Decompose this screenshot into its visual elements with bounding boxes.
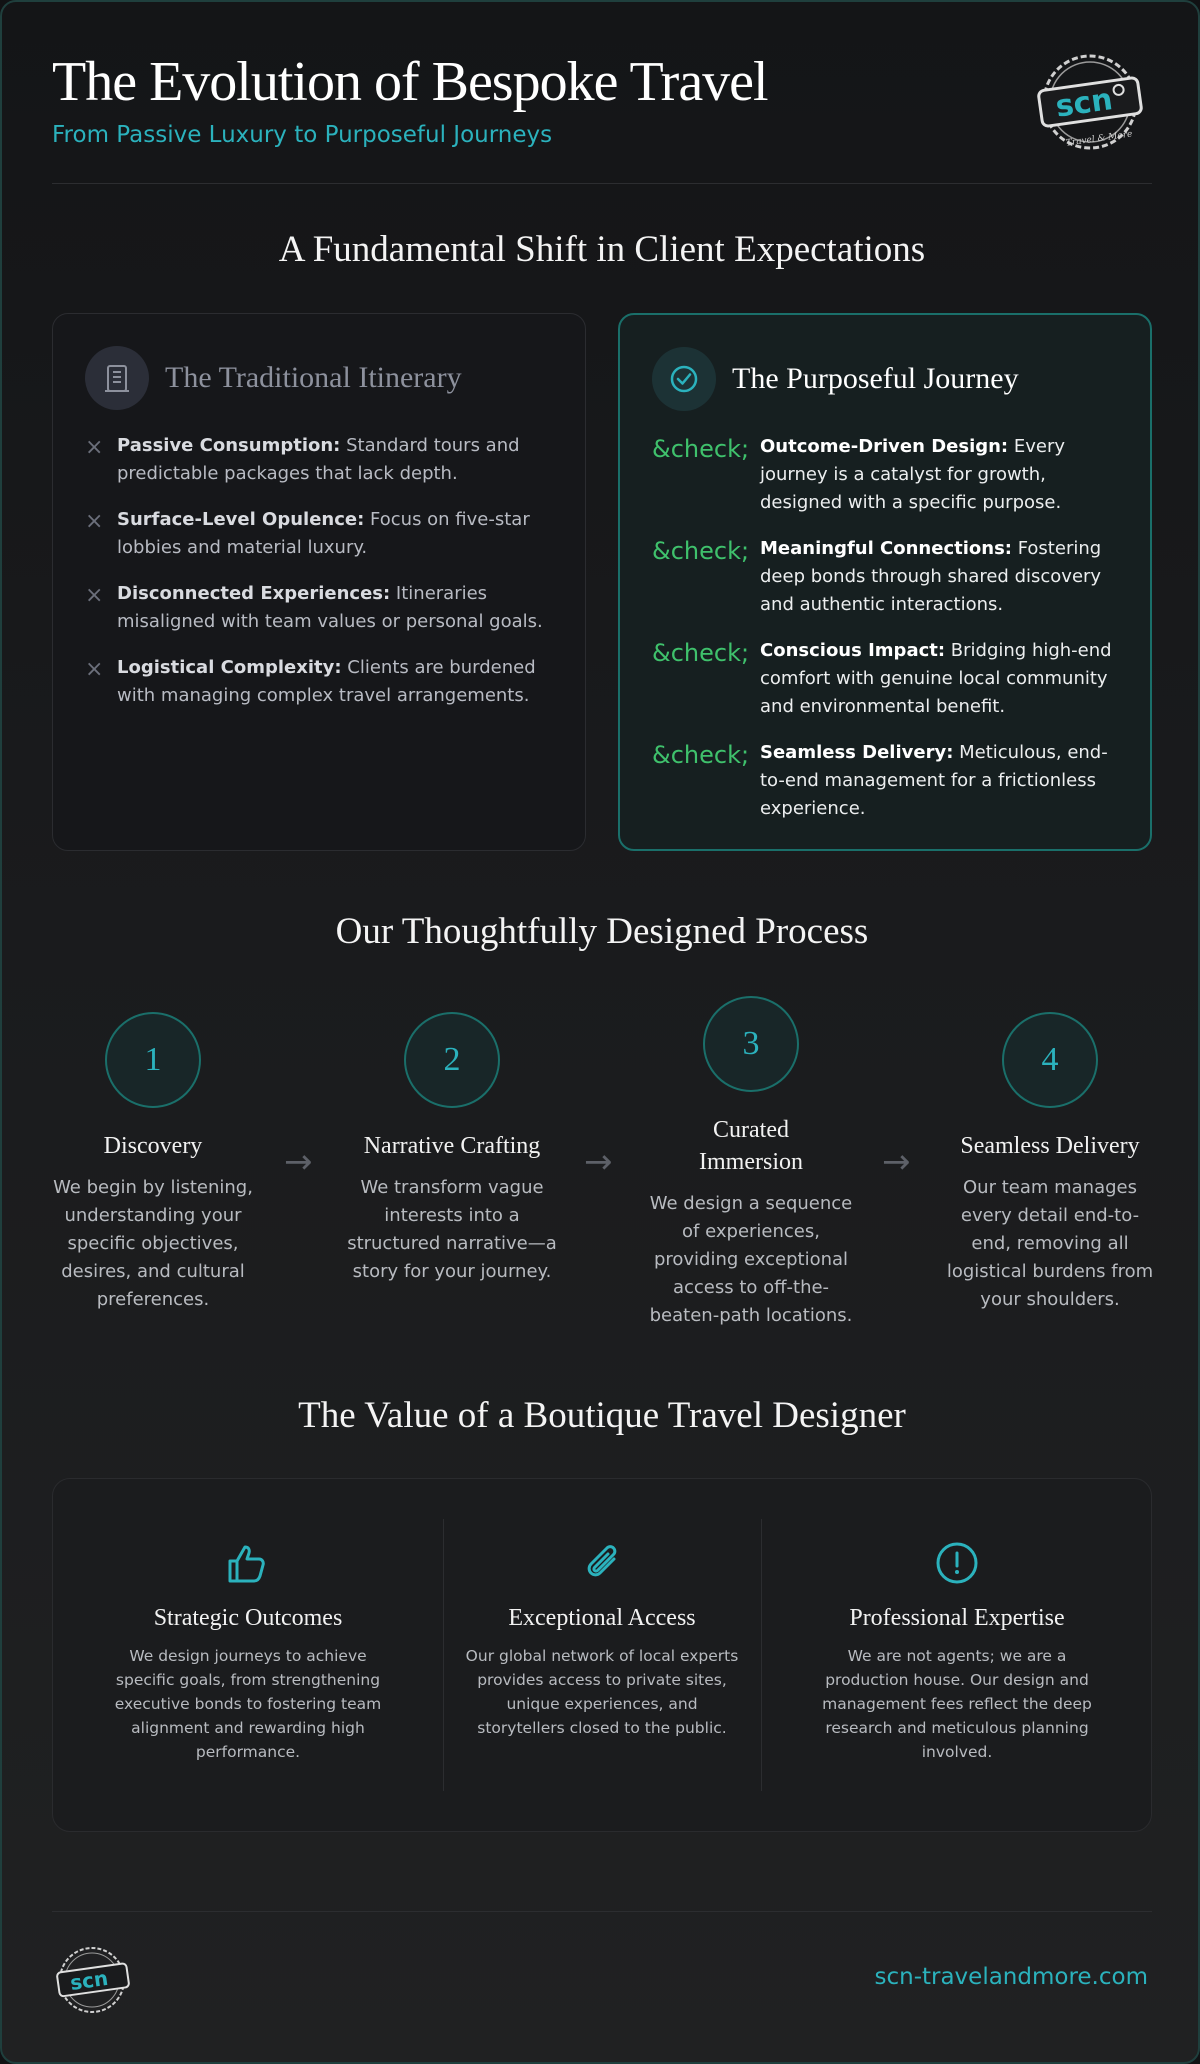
- step-number: 1: [105, 1012, 201, 1108]
- step-title: Seamless Delivery: [960, 1133, 1140, 1159]
- value-box: [52, 1478, 1152, 1832]
- check-mark-icon: &check;: [652, 537, 750, 565]
- shift-heading: A Fundamental Shift in Client Expectations: [278, 229, 926, 270]
- step-desc: We begin by listening, understanding your specific objectives, desires, and cultural preferences.: [53, 1177, 253, 1310]
- purposeful-title: The Purposeful Journey: [732, 362, 1019, 395]
- check-mark-icon: &check;: [652, 741, 750, 769]
- building-icon: [85, 346, 149, 410]
- scn-logo: [1032, 50, 1152, 160]
- check-mark-icon: &check;: [652, 639, 750, 667]
- arrow-right-icon: →: [882, 1142, 911, 1182]
- arrow-right-icon: →: [284, 1142, 313, 1182]
- process-step-2: [347, 1012, 557, 1286]
- step-number: 3: [703, 996, 799, 1092]
- step-desc: We transform vague interests into a structured narrative—a story for your journey.: [347, 1177, 557, 1282]
- x-mark-icon: ×: [85, 657, 104, 682]
- value-desc: We are not agents; we are a production house. Our design and management fees reflect the deep research and meticulous planning involved.: [822, 1647, 1092, 1761]
- scn-logo-small: [52, 1944, 136, 2020]
- process-step-4: [945, 1012, 1155, 1314]
- list-item: × Logistical Complexity: Clients are burdened with managing complex travel arrangements.: [85, 654, 553, 710]
- process-heading: Our Thoughtfully Designed Process: [335, 911, 869, 952]
- thumbs-up-icon: [224, 1539, 272, 1587]
- check-mark-icon: &check;: [652, 435, 750, 463]
- footer-divider: [52, 1911, 1152, 1912]
- value-column: [443, 1479, 761, 1833]
- value-desc: Our global network of local experts provides access to private sites, unique experiences, and storytellers closed to the public.: [465, 1647, 739, 1737]
- step-desc: We design a sequence of experiences, providing exceptional access to off-the-beaten-path locations.: [649, 1193, 853, 1326]
- step-title: Discovery: [103, 1133, 203, 1159]
- arrow-right-icon: →: [584, 1142, 613, 1182]
- paperclip-icon: [578, 1539, 626, 1587]
- svg-text:scn: scn: [68, 1965, 110, 1995]
- svg-text:scn: scn: [1053, 82, 1115, 125]
- header-divider: [52, 183, 1152, 184]
- list-item: &check; Meaningful Connections: Fostering deep bonds through shared discovery and authentic interactions.: [652, 535, 1118, 619]
- check-circle-icon: [652, 347, 716, 411]
- value-title: Professional Expertise: [849, 1605, 1065, 1631]
- exclamation-circle-icon: [933, 1539, 981, 1587]
- page-title: The Evolution of Bespoke Travel: [52, 51, 768, 113]
- list-item: × Disconnected Experiences: Itineraries misaligned with team values or personal goals.: [85, 580, 553, 636]
- process-step-3: [646, 996, 856, 1330]
- header: [52, 42, 1152, 182]
- process-step-1: [48, 1012, 258, 1314]
- list-item: &check; Conscious Impact: Bridging high-end comfort with genuine local community and environmental benefit.: [652, 637, 1118, 721]
- list-item: &check; Outcome-Driven Design: Every journey is a catalyst for growth, designed with a specific purpose.: [652, 433, 1118, 517]
- x-mark-icon: ×: [85, 583, 104, 608]
- step-desc: Our team manages every detail end-to-end, removing all logistical burdens from your shoulders.: [946, 1177, 1154, 1310]
- traditional-card: [52, 313, 586, 851]
- x-mark-icon: ×: [85, 435, 104, 460]
- step-number: 2: [404, 1012, 500, 1108]
- svg-text:Travel & More: Travel & More: [1065, 129, 1134, 149]
- step-title: Curated Immersion: [699, 1117, 803, 1175]
- website-link[interactable]: scn-travelandmore.com: [874, 1964, 1148, 1990]
- value-heading: The Value of a Boutique Travel Designer: [298, 1395, 906, 1436]
- value-title: Strategic Outcomes: [153, 1605, 343, 1631]
- list-item: × Surface-Level Opulence: Focus on five-star lobbies and material luxury.: [85, 506, 553, 562]
- value-title: Exceptional Access: [508, 1605, 696, 1631]
- x-mark-icon: ×: [85, 509, 104, 534]
- list-item: &check; Seamless Delivery: Meticulous, end-to-end management for a frictionless experience.: [652, 739, 1118, 823]
- step-number: 4: [1002, 1012, 1098, 1108]
- page-subtitle: From Passive Luxury to Purposeful Journeys: [52, 122, 553, 148]
- value-column: [761, 1479, 1153, 1833]
- value-column: [53, 1479, 443, 1833]
- purposeful-card: [618, 313, 1152, 851]
- step-title: Narrative Crafting: [363, 1133, 541, 1159]
- traditional-title: The Traditional Itinerary: [165, 361, 462, 394]
- list-item: × Passive Consumption: Standard tours and predictable packages that lack depth.: [85, 432, 553, 488]
- value-desc: We design journeys to achieve specific goals, from strengthening executive bonds to fostering team alignment and rewarding high performance.: [114, 1647, 382, 1761]
